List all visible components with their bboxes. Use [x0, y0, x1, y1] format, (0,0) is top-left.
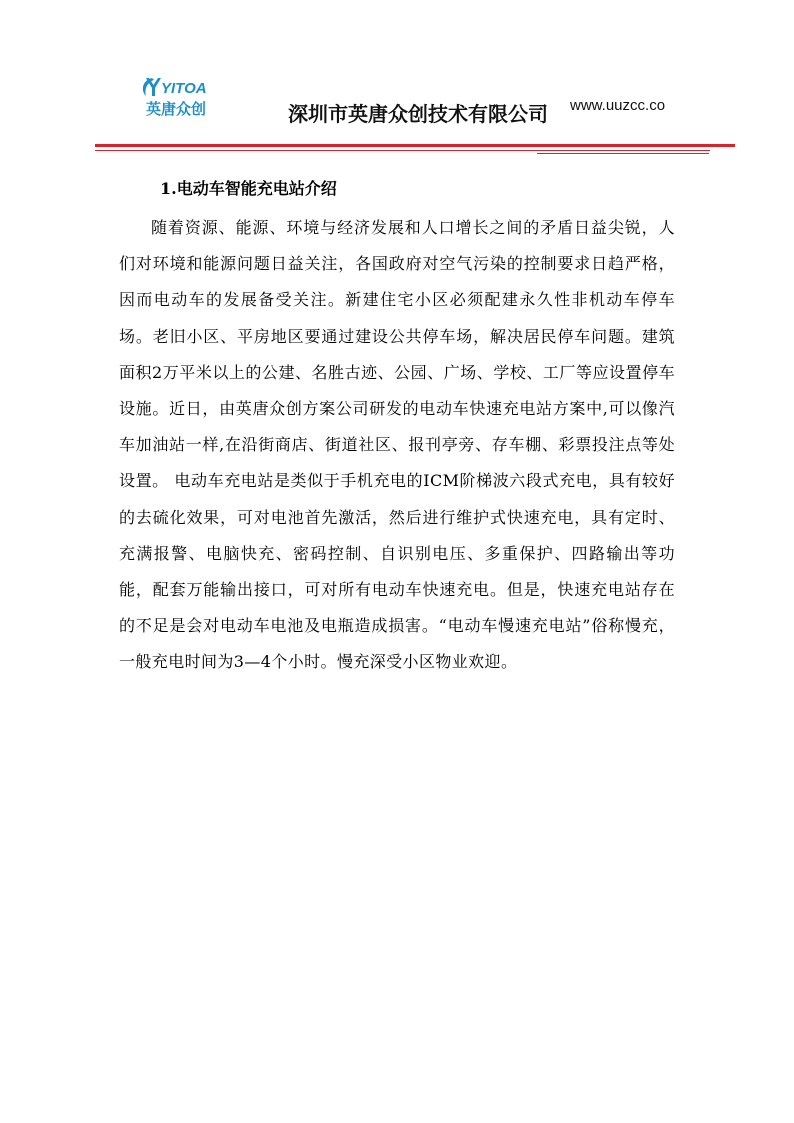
header-rule-thin: [95, 150, 710, 151]
yitoa-logo-icon: [140, 74, 220, 124]
company-logo: [140, 74, 220, 124]
page-header: [0, 0, 794, 160]
logo-brand: YITOA: [161, 80, 207, 97]
company-name: 深圳市英唐众创技术有限公司: [288, 102, 548, 126]
logo-subtext: 英唐众创: [146, 100, 207, 118]
section-heading: 1.电动车智能充电站介绍: [160, 179, 337, 198]
header-rule-thick: [95, 144, 735, 147]
header-rule-short: [537, 153, 709, 154]
body-paragraph: 随着资源、能源、环境与经济发展和人口增长之间的矛盾日益尖锐，人们对环境和能源问题日益关注，各国政府对空气污染的控制要求日趋严格，因而电动车的发展备受关注。新建住宅小区必须配建永久性非机动车停车场。老旧小区、平房地区要通过建设公共停车场，解决居民停车问题。建筑面积2万平米以上的公建、名胜古迹、公园、广场、学校、工厂等应设置停车设施。近日，由英唐众创方案公司研发的电动车快速充电站方案中,可以像汽车加油站一样,在沿街商店、街道社区、报刊亭旁、存车棚、彩票投注点等处设置。 电动车充电站是类似于手机充电的ICM阶梯波六段式充电，具有较好的去硫化效果，可对电池首先激活，然后进行维护式快速充电，具有定时、充满报警、电脑快充、密码控制、自识别电压、多重保护、四路输出等功能，配套万能输出接口，可对所有电动车快速充电。但是，快速充电站存在的不足是会对电动车电池及电瓶造成损害。“电动车慢速充电站”俗称慢充，一般充电时间为3—4个小时。慢充深受小区物业欢迎。: [119, 218, 675, 672]
website-url: www.uuzcc.co: [570, 97, 666, 114]
